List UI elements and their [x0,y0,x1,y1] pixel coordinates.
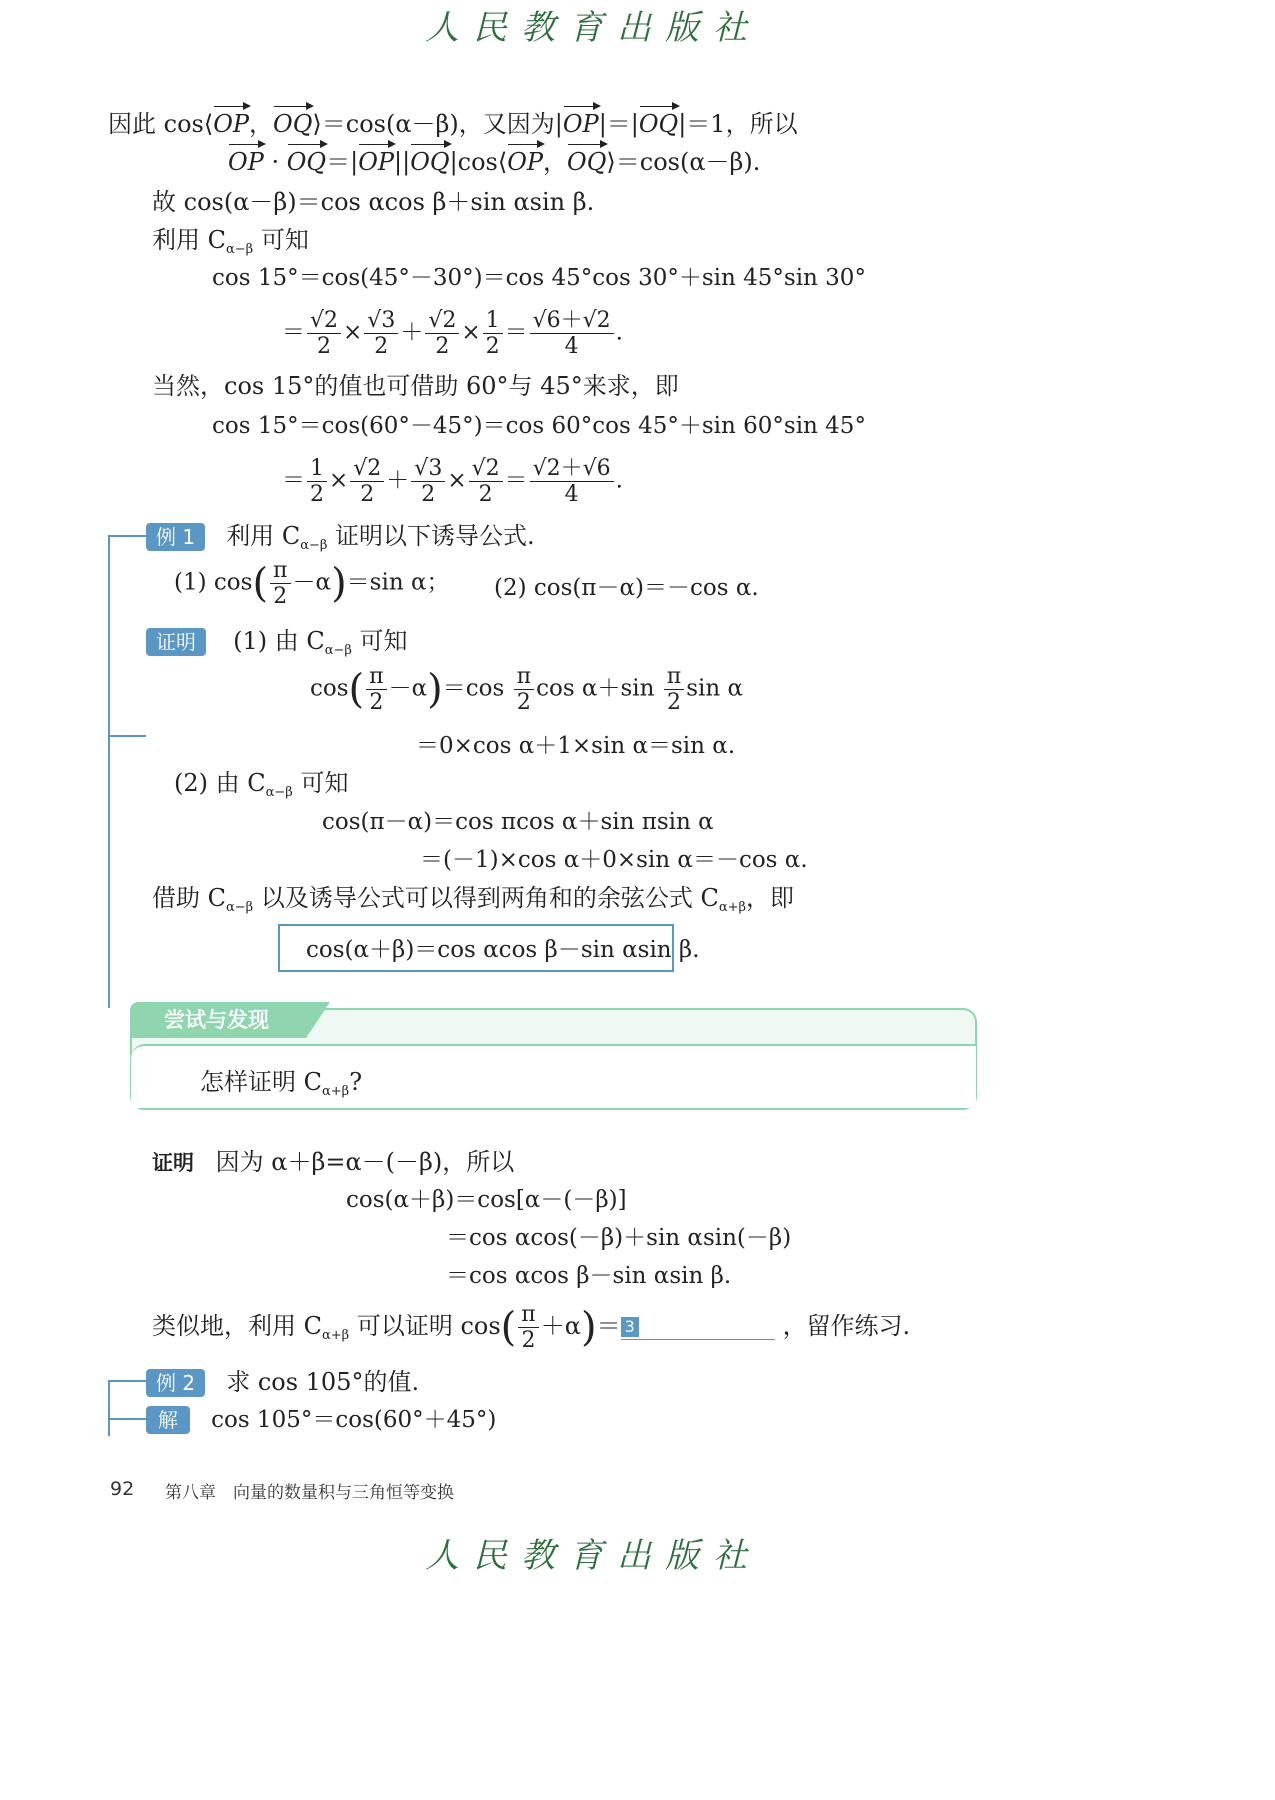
equals-cos: ＝cos [442,675,512,702]
fraction [469,456,503,507]
vector-oq: OQ [286,148,327,176]
cos-label: cos [310,675,349,702]
answer-bracket-tick [108,1418,146,1420]
fraction [366,664,386,715]
numerator: π [664,664,684,690]
page-number: 92 [110,1478,135,1500]
fraction [307,456,327,507]
p1-pre: (1) 由 C [233,627,325,655]
period: . [615,319,623,346]
denominator: 2 [421,482,436,507]
proof-2-intro [152,1146,514,1179]
similar-post: ＋α [540,1312,581,1340]
discover-question [200,1066,362,1098]
proof-2-line-2: ＝cos αcos(－β)＋sin αsin(－β) [446,1225,792,1251]
denominator: 4 [564,334,579,359]
example-1-title [226,522,535,553]
numerator: √3 [411,456,445,482]
numerator: √2 [469,456,503,482]
right-paren: ) [427,666,443,713]
vector-oq: OQ [410,148,450,176]
proof-1-line-1 [310,664,743,715]
fraction [530,456,614,507]
fraction [411,456,445,507]
title-post: 证明以下诱导公式. [327,522,535,550]
proof-2-label: 证明 [152,1151,194,1175]
similar-pre: 类似地，利用 C [152,1312,322,1340]
plus: ＋ [400,319,424,346]
denominator: 2 [374,334,389,359]
vector-op: OP [358,148,395,176]
dot-operator: · [271,148,280,176]
l4-post: 可知 [253,226,309,254]
derive-text [152,882,794,914]
denominator: 4 [564,482,579,507]
fraction [364,308,398,359]
text-line-7: 当然，cos 15°的值也可借助 60°与 45°来求，即 [152,372,679,400]
left-paren: ( [500,1304,517,1351]
denominator: 2 [360,482,375,507]
equals: ＝ [504,467,528,494]
p1-sub: α−β [324,643,352,658]
text-line-8: cos 15°＝cos(60°－45°)＝cos 60°cos 45°＋sin 60°sin 45° [212,413,866,439]
fraction [483,308,503,359]
text-line-1: 因此 cos⟨OP，OQ⟩＝cos(α－β)，又因为|OP|＝|OQ|＝1，所以 [108,110,798,138]
minus-alpha: －α [388,675,428,702]
example-bracket-line [108,535,110,1008]
equals: ＝ [596,1312,621,1340]
times: × [447,467,467,494]
example-1-tag: 例 1 [146,523,205,551]
blank-number-badge: 3 [621,1317,639,1337]
denominator: 2 [317,334,331,359]
chapter-title: 向量的数量积与三角恒等变换 [233,1483,454,1503]
example-2-bracket-tick [108,1380,146,1382]
fraction [514,664,534,715]
boxed-formula: cos(α＋β)＝cos αcos β－sin αsin β. [278,924,674,972]
example-1-item-2: (2) cos(π－α)＝－cos α. [494,575,759,601]
sin-alpha: sin α [686,675,744,702]
fraction [664,664,684,715]
publisher-logo: 人民教育出版社 [425,8,761,48]
similar-mid: 可以证明 cos [349,1312,501,1340]
derive-post: ，即 [746,884,794,912]
question-post: ? [349,1068,363,1096]
text-line-3: 故 cos(α－β)＝cos αcos β＋sin αsin β. [152,188,595,216]
fraction [270,558,290,609]
l2-c: || [394,148,411,176]
vector-op: OP [562,110,599,138]
fraction-expression-2 [282,456,623,507]
numerator: π [514,664,534,690]
times: × [343,319,363,346]
denominator: 2 [485,334,500,359]
l1-prefix: 因此 cos⟨ [108,110,214,138]
chapter-number: 第八章 [165,1483,216,1503]
l2-b: ＝| [326,148,359,176]
question-sub: α+β [322,1084,350,1099]
l4-sub: α−β [226,242,254,257]
times: × [329,467,349,494]
vector-oq: OQ [638,110,679,138]
l4-pre: 利用 C [152,226,226,254]
numerator: 1 [483,308,503,334]
numerator: √2 [307,308,341,334]
denominator: 2 [478,482,493,507]
vector-op: OP [213,110,250,138]
vector-op: OP [228,148,264,176]
numerator: √2＋√6 [530,456,614,482]
similar-tail: ，留作练习. [782,1312,911,1340]
denominator: 2 [310,482,324,507]
right-paren: ) [580,1304,597,1351]
times: × [461,319,481,346]
equals: ＝ [282,467,305,494]
proof-1-part-1-intro [233,627,408,658]
denominator: 2 [435,334,450,359]
l2-e: ⟩＝cos(α－β). [606,148,761,176]
text-line-5: cos 15°＝cos(45°－30°)＝cos 45°cos 30°＋sin 45°sin 30° [212,265,866,291]
l1-mid2: |＝| [598,110,639,138]
proof-bracket-tick [108,735,146,737]
numerator: √2 [425,308,459,334]
p1-post: 可知 [351,627,408,655]
denominator: 2 [521,1328,536,1353]
numerator: √3 [364,308,398,334]
denominator: 2 [667,690,681,715]
text-line-4 [152,224,309,256]
p2-post: 可知 [292,769,349,797]
similar-sub: α+β [322,1328,350,1343]
denominator: 2 [273,584,288,609]
numerator: π [518,1302,538,1328]
left-paren: ( [252,560,269,607]
derive-sub-2: α+β [718,900,746,915]
fraction-expression-1 [282,308,623,359]
title-pre: 利用 C [226,522,301,550]
vector-oq: OQ [567,148,607,176]
proof-1-line-3: cos(π－α)＝cos πcos α＋sin πsin α [322,809,714,835]
item1-post: －α [292,569,332,596]
item1-rhs: ＝sin α； [346,569,450,596]
fraction [530,308,614,359]
proof-1-part-2-intro [174,767,348,799]
numerator: √2 [350,456,384,482]
discover-title: 尝试与发现 [164,1008,269,1032]
denominator: 2 [516,690,531,715]
plus: ＋ [386,467,410,494]
publisher-logo-footer: 人民教育出版社 [425,1536,761,1576]
proof-2-line-1: cos(α＋β)＝cos[α－(－β)] [346,1187,627,1213]
numerator: 1 [307,456,327,482]
similar-line [152,1302,910,1353]
l1-end: |＝1，所以 [678,110,798,138]
answer-blank[interactable] [621,1315,775,1340]
numerator: π [270,558,290,584]
answer-tag: 解 [146,1406,190,1434]
text-line-2: OP · OQ＝|OP||OQ|cos⟨OP，OQ⟩＝cos(α－β). [228,148,761,176]
example-1-item-1 [174,558,450,609]
l1-mid: ⟩＝cos(α－β)，又因为| [312,110,563,138]
p2-sub: α−β [265,785,293,800]
example-2-bracket-line [108,1380,110,1436]
proof-2-intro-text: 因为 α＋β=α－(－β)，所以 [215,1148,515,1176]
denominator: 2 [369,690,384,715]
derive-sub-1: α−β [226,900,254,915]
example-2-header [146,1366,419,1398]
fraction [307,308,341,359]
numerator: √6＋√2 [530,308,614,334]
example-1-header [146,520,535,552]
equals: ＝ [504,319,528,346]
proof-1-line-2: ＝0×cos α＋1×sin α＝sin α. [416,733,736,759]
title-sub: α−β [300,538,328,553]
period: . [615,467,623,494]
left-paren: ( [348,666,365,713]
p2-pre: (2) 由 C [174,769,266,797]
vector-oq: OQ [273,110,313,138]
example-bracket-tick [108,535,146,537]
derive-mid: 以及诱导公式可以得到两角和的余弦公式 C [253,884,719,912]
vector-op: OP [507,148,544,176]
right-paren: ) [331,560,347,607]
cos-plus-sin: cos α＋sin [536,675,662,702]
proof-1-header [146,625,408,657]
proof-1-line-4: ＝(－1)×cos α＋0×sin α＝－cos α. [420,847,808,873]
proof-2-line-3: ＝cos αcos β－sin αsin β. [446,1263,732,1289]
fraction [518,1302,538,1353]
item1-pre: (1) cos [174,569,253,596]
answer-text: cos 105°＝cos(60°＋45°) [211,1407,497,1433]
derive-pre: 借助 C [152,884,226,912]
equals: ＝ [282,319,305,346]
example-2-question: 求 cos 105°的值. [226,1368,420,1396]
example-2-tag: 例 2 [146,1369,205,1397]
l2-d: |cos⟨ [449,148,508,176]
numerator: π [366,664,386,690]
question-pre: 怎样证明 C [200,1068,322,1096]
fraction [425,308,459,359]
proof-tag: 证明 [146,628,206,656]
example-2-answer [146,1404,496,1436]
fraction [350,456,384,507]
